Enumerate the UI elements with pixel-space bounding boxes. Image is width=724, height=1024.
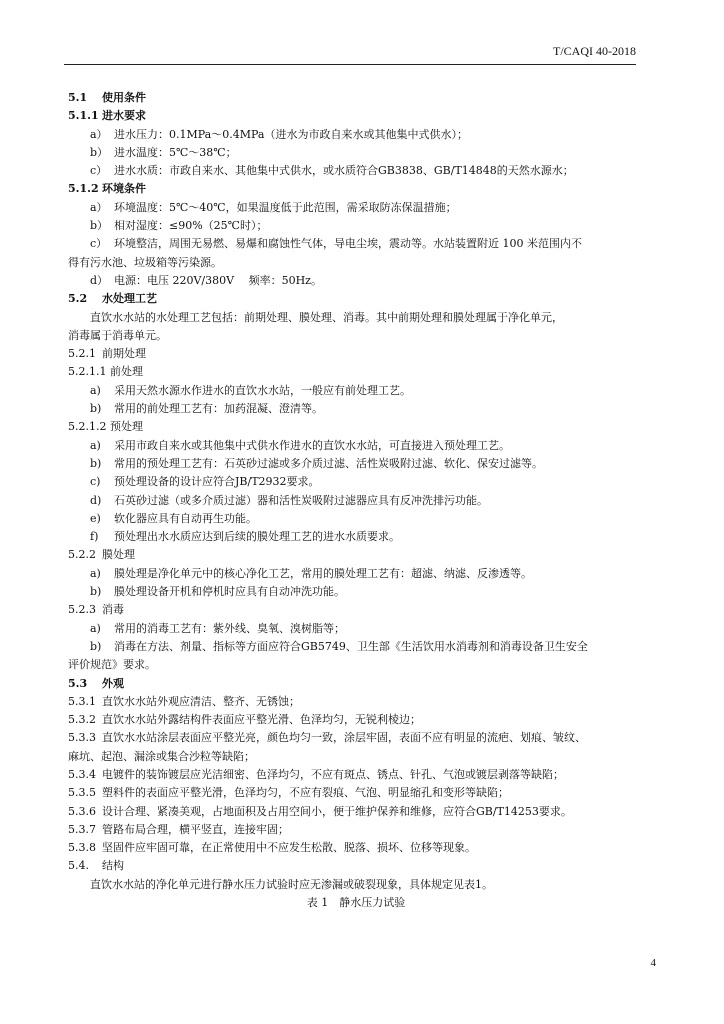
list-item (68, 144, 644, 162)
list-marker: a) (90, 438, 101, 452)
list-marker: b) (90, 402, 102, 416)
section-5-2-1-1-heading (68, 363, 644, 381)
section-5-3-heading (68, 675, 644, 693)
list-item (68, 455, 644, 473)
section-title: 进水要求 (102, 109, 146, 123)
clause-text: 直饮水水站外露结构件表面应平整光滑、色泽均匀，无锐利棱边； (102, 713, 421, 727)
list-text: 电源：电压 220V/380V 频率：50Hz。 (114, 273, 322, 287)
list-text: 常用的预处理工艺有：石英砂过滤或多介质过滤、活性炭吸附过滤、软化、保安过滤等。 (114, 456, 543, 470)
list-item (68, 382, 644, 400)
list-marker: a） (90, 127, 108, 141)
list-item (68, 528, 644, 546)
section-title: 前处理 (110, 365, 143, 379)
list-text: 采用市政自来水或其他集中式供水作进水的直饮水水站，可直接进入预处理工艺。 (114, 438, 510, 452)
section-number: 5.2.1 (68, 347, 96, 361)
section-number: 5.3 (68, 676, 88, 690)
table-caption: 表 1 静水压力试验 (306, 896, 406, 910)
list-text: 相对湿度：≤90%（25℃时）； (114, 219, 268, 233)
section-number: 5.2.1.2 (68, 420, 107, 434)
list-marker: f) (90, 530, 99, 544)
list-item (68, 126, 644, 144)
clause (68, 711, 644, 729)
section-title: 预处理 (110, 420, 143, 434)
list-item (68, 510, 644, 528)
list-item (68, 272, 644, 290)
clause-number: 5.3.7 (68, 822, 96, 836)
section-5-2-1-heading (68, 345, 644, 363)
list-text: 预处理出水水质应达到后续的膜处理工艺的进水水质要求。 (114, 530, 400, 544)
list-text: 膜处理是净化单元中的核心净化工艺，常用的膜处理工艺有：超滤、纳滤、反渗透等。 (114, 566, 532, 580)
list-marker: c) (90, 475, 101, 489)
paragraph: 直饮水水站的水处理工艺包括：前期处理、膜处理、消毒。其中前期处理和膜处理属于净化单元， (90, 310, 563, 324)
list-item (68, 492, 644, 510)
list-marker: a) (90, 566, 101, 580)
clause-number: 5.3.2 (68, 713, 96, 727)
clause-text: 直饮水水站外观应清洁、整齐、无锈蚀； (102, 694, 300, 708)
clause (68, 803, 644, 821)
list-marker: b) (90, 456, 102, 470)
list-item (68, 620, 644, 638)
section-5-2-heading (68, 290, 644, 308)
list-item-continuation (68, 254, 644, 272)
section-title: 环境条件 (102, 182, 146, 196)
section-number: 5.2.3 (68, 603, 96, 617)
section-number: 5.2.1.1 (68, 365, 107, 379)
list-text: 进水温度：5℃～38℃； (114, 145, 237, 159)
clause-text: 直饮水水站涂层表面应平整光亮，颜色均匀一致，涂层牢固，表面不应有明显的流疤、划痕、皱纹、 (102, 731, 586, 745)
paragraph: 直饮水水站的净化单元进行静水压力试验时应无渗漏或破裂现象，具体规定见表1。 (90, 877, 493, 891)
clause-number: 5.3.8 (68, 841, 96, 855)
clause (68, 729, 644, 747)
section-title: 膜处理 (102, 548, 135, 562)
section-5-1-heading (68, 89, 644, 107)
list-text: 采用天然水源水作进水的直饮水水站，一般应有前处理工艺。 (114, 383, 411, 397)
section-title: 使用条件 (102, 91, 146, 104)
clause-text: 电镀件的装饰镀层应光洁细密、色泽均匀，不应有斑点、锈点、针孔、气泡或镀层剥落等缺陷； (102, 767, 564, 781)
page-number: 4 (650, 957, 656, 969)
list-text: 环境整洁，周围无易燃、易爆和腐蚀性气体，导电尘埃，震动等。水站装置附近 100 米范围内不 (114, 237, 582, 251)
list-item (68, 638, 644, 656)
list-item (68, 565, 644, 583)
clause (68, 821, 644, 839)
clause-continuation: 麻坑、起泡、漏涂或集合沙粒等缺陷； (68, 749, 255, 763)
list-item (68, 437, 644, 455)
clause (68, 784, 644, 802)
section-number: 5.4. (68, 859, 89, 873)
list-text: 环境温度：5℃～40℃，如果温度低于此范围，需采取防冻保温措施； (114, 200, 457, 214)
section-5-1-1-heading (68, 107, 644, 125)
list-item (68, 235, 644, 253)
section-number: 5.2 (68, 292, 88, 306)
document-body (68, 89, 644, 912)
list-marker: d) (90, 493, 102, 507)
list-marker: b） (90, 219, 109, 233)
section-5-2-2-heading (68, 546, 644, 564)
list-text: 消毒在方法、剂量、指标等方面应符合GB5749、卫生部《生活饮用水消毒剂和消毒设备卫生安全 (114, 639, 588, 653)
list-item (68, 400, 644, 418)
list-marker: a） (90, 200, 108, 214)
clause (68, 693, 644, 711)
list-marker: c） (90, 164, 108, 178)
clause-text: 塑料件的表面应平整光滑，色泽均匀，不应有裂痕、气泡、明显缩孔和变形等缺陷； (102, 786, 509, 800)
section-number: 5.1 (68, 91, 88, 104)
section-title: 消毒 (102, 603, 124, 617)
section-5-1-2-heading (68, 180, 644, 198)
list-marker: a) (90, 383, 101, 397)
list-item (68, 583, 644, 601)
list-marker: b） (90, 145, 109, 159)
section-title: 结构 (102, 859, 124, 873)
header-divider (64, 64, 636, 65)
list-text: 进水压力：0.1MPa～0.4MPa（进水为市政自来水或其他集中式供水）； (114, 127, 468, 141)
list-marker: c） (90, 237, 108, 251)
list-marker: b) (90, 639, 102, 653)
list-text: 膜处理设备开机和停机时应具有自动冲洗功能。 (114, 585, 345, 599)
section-number: 5.2.2 (68, 548, 96, 562)
clause-number: 5.3.6 (68, 804, 96, 818)
clause-text: 坚固件应牢固可靠，在正常使用中不应发生松散、脱落、损坏、位移等现象。 (102, 841, 476, 855)
clause-number: 5.3.4 (68, 767, 96, 781)
list-marker: e) (90, 511, 101, 525)
section-number: 5.1.2 (68, 182, 99, 196)
section-title: 前期处理 (102, 347, 146, 361)
list-marker: a) (90, 621, 101, 635)
section-number: 5.1.1 (68, 109, 99, 123)
list-item-continuation: 评价规范》要求。 (68, 658, 156, 672)
list-text: 软化器应具有自动再生功能。 (114, 511, 257, 525)
list-text: 预处理设备的设计应符合JB/T2932要求。 (114, 475, 320, 489)
list-text: 进水水质：市政自来水、其他集中式供水，或水质符合GB3838、GB/T14848的天然水源水； (114, 164, 574, 178)
list-item (68, 217, 644, 235)
list-text: 常用的消毒工艺有：紫外线、臭氧、溴树脂等； (114, 621, 345, 635)
clause-number: 5.3.1 (68, 694, 96, 708)
clause-text: 管路布局合理，横平竖直，连接牢固； (102, 822, 289, 836)
list-marker: b) (90, 585, 102, 599)
paragraph-continuation: 消毒属于消毒单元。 (68, 328, 167, 342)
clause-text: 设计合理、紧凑美观，占地面积及占用空间小，便于维护保养和维修，应符合GB/T14253要求。 (102, 804, 572, 818)
section-title: 外观 (102, 676, 124, 690)
section-5-2-3-heading (68, 601, 644, 619)
list-text: 常用的前处理工艺有：加药混凝、澄清等。 (114, 402, 323, 416)
list-marker: d） (90, 273, 109, 287)
list-item (68, 199, 644, 217)
clause (68, 766, 644, 784)
list-text: 得有污水池、垃圾箱等污染源。 (68, 255, 222, 269)
section-5-4-heading (68, 857, 644, 875)
section-title: 水处理工艺 (102, 292, 157, 306)
clause (68, 839, 644, 857)
clause-number: 5.3.3 (68, 731, 96, 745)
list-item (68, 162, 644, 180)
standard-code: T/CAQI 40-2018 (553, 44, 636, 58)
section-5-2-1-2-heading (68, 418, 644, 436)
list-text: 石英砂过滤（或多介质过滤）器和活性炭吸附过滤器应具有反冲洗排污功能。 (114, 493, 488, 507)
clause-number: 5.3.5 (68, 786, 96, 800)
list-item (68, 473, 644, 491)
